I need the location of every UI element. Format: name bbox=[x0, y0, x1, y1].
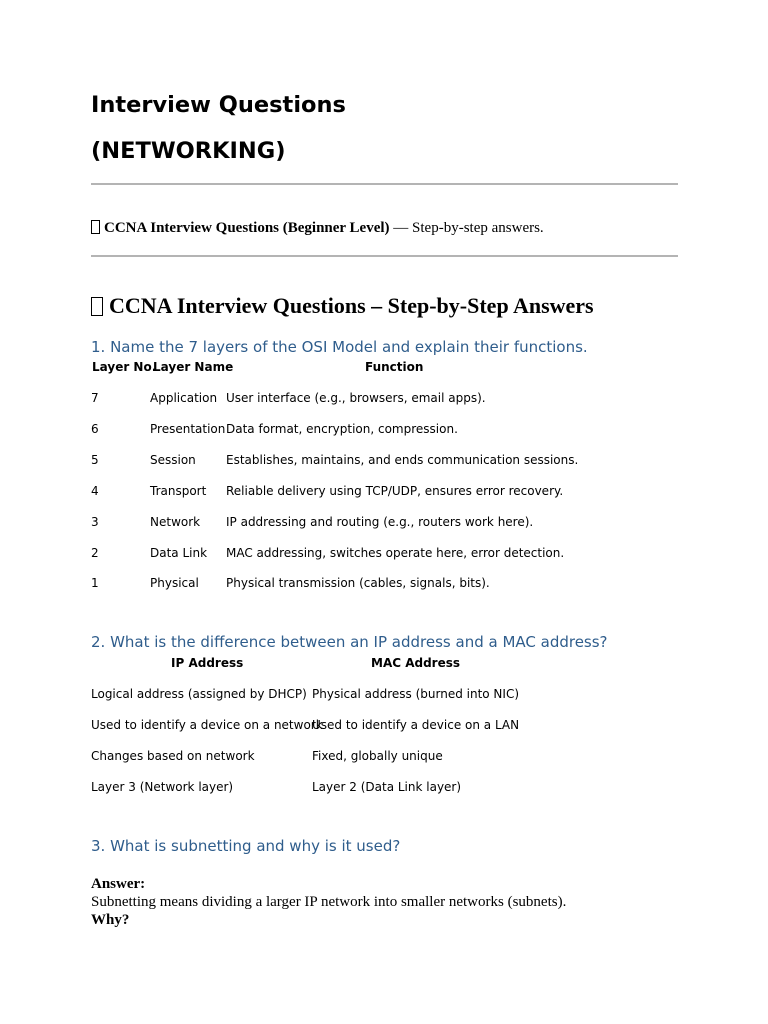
table-cell: 6 bbox=[91, 422, 99, 436]
table-cell: Data Link bbox=[150, 546, 208, 560]
answer-text: Subnetting means dividing a larger IP network into smaller networks (subnets). bbox=[91, 894, 567, 910]
section-heading bbox=[91, 292, 594, 320]
table-header: MAC Address bbox=[371, 656, 461, 670]
doc-title-line-2: (NETWORKING) bbox=[91, 138, 286, 164]
table-cell: 4 bbox=[91, 484, 99, 498]
table-cell: 3 bbox=[91, 515, 99, 529]
table-cell: Presentation bbox=[150, 422, 226, 436]
intro-line bbox=[91, 218, 544, 238]
table-cell: Application bbox=[150, 391, 218, 405]
question-1-heading: 1. Name the 7 layers of the OSI Model and explain their functions. bbox=[91, 338, 588, 356]
divider bbox=[91, 183, 678, 185]
table-cell: 5 bbox=[91, 453, 99, 467]
table-header: Function bbox=[365, 360, 424, 374]
table-cell: Physical address (burned into NIC) bbox=[312, 687, 520, 701]
table-cell: 7 bbox=[91, 391, 99, 405]
table-cell: User interface (e.g., browsers, email apps). bbox=[226, 391, 486, 405]
table-cell: Reliable delivery using TCP/UDP, ensures error recovery. bbox=[226, 484, 564, 498]
table-cell: IP addressing and routing (e.g., routers work here). bbox=[226, 515, 534, 529]
why-label: Why? bbox=[91, 912, 130, 928]
answer-label: Answer: bbox=[91, 876, 146, 892]
divider bbox=[91, 255, 678, 257]
table-cell: 1 bbox=[91, 576, 99, 590]
doc-title-line-1: Interview Questions bbox=[91, 92, 346, 118]
table-cell: Changes based on network bbox=[91, 749, 255, 763]
table-cell: Fixed, globally unique bbox=[312, 749, 443, 763]
table-cell: Establishes, maintains, and ends communication sessions. bbox=[226, 453, 579, 467]
missing-emoji-icon bbox=[91, 220, 100, 234]
table-cell: Data format, encryption, compression. bbox=[226, 422, 458, 436]
table-cell: Physical transmission (cables, signals, bits). bbox=[226, 576, 490, 590]
table-cell: Used to identify a device on a network bbox=[91, 718, 323, 732]
missing-emoji-icon bbox=[91, 297, 103, 316]
table-cell: 2 bbox=[91, 546, 99, 560]
table-cell: Layer 2 (Data Link layer) bbox=[312, 780, 462, 794]
table-header: IP Address bbox=[171, 656, 244, 670]
table-cell: Layer 3 (Network layer) bbox=[91, 780, 234, 794]
table-header: Layer No. bbox=[92, 360, 157, 374]
table-cell: Used to identify a device on a LAN bbox=[312, 718, 520, 732]
table-cell: MAC addressing, switches operate here, error detection. bbox=[226, 546, 565, 560]
intro-rest: — Step-by-step answers. bbox=[389, 220, 544, 236]
table-cell: Transport bbox=[150, 484, 207, 498]
intro-bold: CCNA Interview Questions (Beginner Level) bbox=[104, 220, 390, 236]
table-cell: Logical address (assigned by DHCP) bbox=[91, 687, 307, 701]
section-heading-text: CCNA Interview Questions – Step-by-Step Answers bbox=[109, 293, 594, 318]
table-header: Layer Name bbox=[153, 360, 234, 374]
question-2-heading: 2. What is the difference between an IP address and a MAC address? bbox=[91, 633, 608, 651]
table-cell: Network bbox=[150, 515, 201, 529]
table-cell: Session bbox=[150, 453, 196, 467]
question-3-heading: 3. What is subnetting and why is it used? bbox=[91, 837, 401, 855]
table-cell: Physical bbox=[150, 576, 199, 590]
